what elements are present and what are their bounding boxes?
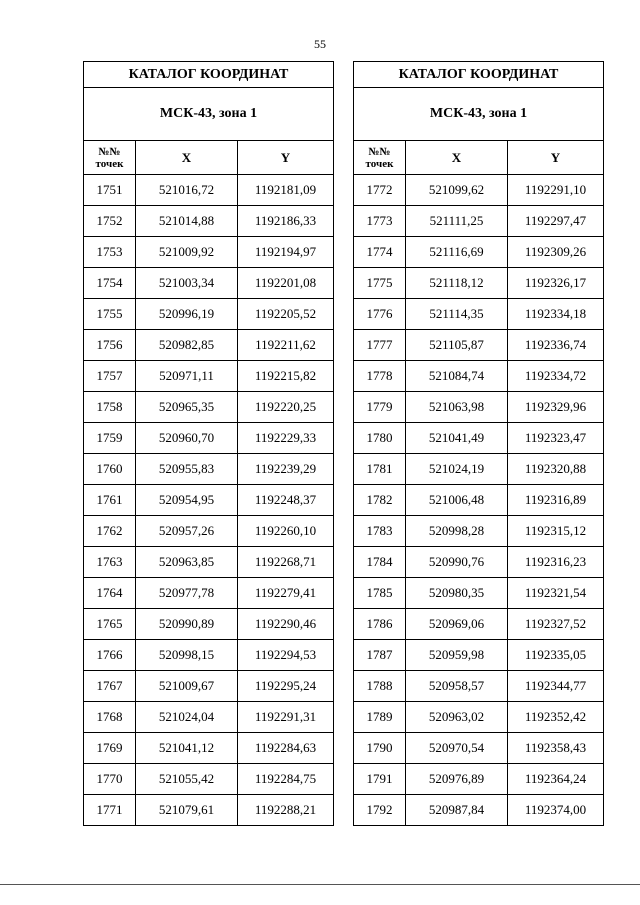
table-row xyxy=(84,702,334,733)
y-coordinate-cell: 1192374,00 xyxy=(508,795,604,826)
x-coordinate-cell: 520963,85 xyxy=(136,547,238,578)
x-coordinate-cell: 520998,28 xyxy=(406,516,508,547)
column-header-y: Y xyxy=(508,141,604,175)
x-coordinate-cell: 520976,89 xyxy=(406,764,508,795)
table-row xyxy=(354,454,604,485)
x-coordinate-cell: 521055,42 xyxy=(136,764,238,795)
y-coordinate-cell: 1192288,21 xyxy=(238,795,334,826)
x-coordinate-cell: 520990,89 xyxy=(136,609,238,640)
table-row xyxy=(354,640,604,671)
table-row xyxy=(84,578,334,609)
x-coordinate-cell: 521016,72 xyxy=(136,175,238,206)
page-number: 55 xyxy=(314,37,326,51)
y-coordinate-cell: 1192329,96 xyxy=(508,392,604,423)
table-row xyxy=(354,206,604,237)
table-row xyxy=(354,516,604,547)
y-coordinate-cell: 1192321,54 xyxy=(508,578,604,609)
table-row xyxy=(84,392,334,423)
x-coordinate-cell: 520954,95 xyxy=(136,485,238,516)
catalog-title: КАТАЛОГ КООРДИНАТ xyxy=(84,62,334,88)
table-row xyxy=(354,237,604,268)
x-coordinate-cell: 521024,04 xyxy=(136,702,238,733)
point-number-cell: 1751 xyxy=(84,175,136,206)
point-number-cell: 1784 xyxy=(354,547,406,578)
table-row xyxy=(84,299,334,330)
point-number-cell: 1761 xyxy=(84,485,136,516)
y-coordinate-cell: 1192295,24 xyxy=(238,671,334,702)
table-row xyxy=(354,175,604,206)
bottom-divider xyxy=(0,884,640,885)
x-coordinate-cell: 521003,34 xyxy=(136,268,238,299)
x-coordinate-cell: 521041,49 xyxy=(406,423,508,454)
point-number-cell: 1762 xyxy=(84,516,136,547)
table-row xyxy=(84,175,334,206)
x-coordinate-cell: 520958,57 xyxy=(406,671,508,702)
x-coordinate-cell: 521014,88 xyxy=(136,206,238,237)
table-row xyxy=(354,795,604,826)
x-coordinate-cell: 520963,02 xyxy=(406,702,508,733)
table-row xyxy=(84,361,334,392)
y-coordinate-cell: 1192211,62 xyxy=(238,330,334,361)
table-row xyxy=(354,330,604,361)
y-coordinate-cell: 1192326,17 xyxy=(508,268,604,299)
y-coordinate-cell: 1192186,33 xyxy=(238,206,334,237)
point-number-cell: 1788 xyxy=(354,671,406,702)
point-number-cell: 1777 xyxy=(354,330,406,361)
y-coordinate-cell: 1192335,05 xyxy=(508,640,604,671)
column-header-x: X xyxy=(406,141,508,175)
y-coordinate-cell: 1192279,41 xyxy=(238,578,334,609)
point-number-cell: 1758 xyxy=(84,392,136,423)
table-row xyxy=(354,702,604,733)
table-row xyxy=(84,640,334,671)
x-coordinate-cell: 521116,69 xyxy=(406,237,508,268)
table-row xyxy=(84,206,334,237)
point-number-cell: 1772 xyxy=(354,175,406,206)
x-coordinate-cell: 520971,11 xyxy=(136,361,238,392)
y-coordinate-cell: 1192294,53 xyxy=(238,640,334,671)
y-coordinate-cell: 1192352,42 xyxy=(508,702,604,733)
point-number-cell: 1757 xyxy=(84,361,136,392)
point-number-cell: 1755 xyxy=(84,299,136,330)
x-coordinate-cell: 520957,26 xyxy=(136,516,238,547)
table-row xyxy=(84,268,334,299)
point-number-cell: 1776 xyxy=(354,299,406,330)
catalog-rows xyxy=(354,175,604,826)
x-coordinate-cell: 520990,76 xyxy=(406,547,508,578)
x-coordinate-cell: 520996,19 xyxy=(136,299,238,330)
point-number-cell: 1774 xyxy=(354,237,406,268)
x-coordinate-cell: 520970,54 xyxy=(406,733,508,764)
x-coordinate-cell: 521041,12 xyxy=(136,733,238,764)
x-coordinate-cell: 521079,61 xyxy=(136,795,238,826)
point-number-cell: 1764 xyxy=(84,578,136,609)
point-number-cell: 1775 xyxy=(354,268,406,299)
y-coordinate-cell: 1192309,26 xyxy=(508,237,604,268)
x-coordinate-cell: 521111,25 xyxy=(406,206,508,237)
x-coordinate-cell: 521063,98 xyxy=(406,392,508,423)
point-number-cell: 1769 xyxy=(84,733,136,764)
y-coordinate-cell: 1192284,63 xyxy=(238,733,334,764)
y-coordinate-cell: 1192323,47 xyxy=(508,423,604,454)
table-row xyxy=(84,516,334,547)
point-number-cell: 1789 xyxy=(354,702,406,733)
y-coordinate-cell: 1192181,09 xyxy=(238,175,334,206)
y-coordinate-cell: 1192364,24 xyxy=(508,764,604,795)
column-header-y: Y xyxy=(238,141,334,175)
point-number-cell: 1791 xyxy=(354,764,406,795)
x-coordinate-cell: 521105,87 xyxy=(406,330,508,361)
x-coordinate-cell: 520987,84 xyxy=(406,795,508,826)
point-number-cell: 1782 xyxy=(354,485,406,516)
point-number-cell: 1779 xyxy=(354,392,406,423)
table-row xyxy=(84,237,334,268)
y-coordinate-cell: 1192334,18 xyxy=(508,299,604,330)
x-coordinate-cell: 520998,15 xyxy=(136,640,238,671)
table-row xyxy=(84,423,334,454)
table-row xyxy=(354,578,604,609)
x-coordinate-cell: 520977,78 xyxy=(136,578,238,609)
catalog-rows xyxy=(84,175,334,826)
y-coordinate-cell: 1192291,31 xyxy=(238,702,334,733)
table-row xyxy=(84,547,334,578)
x-coordinate-cell: 521009,92 xyxy=(136,237,238,268)
y-coordinate-cell: 1192358,43 xyxy=(508,733,604,764)
point-number-cell: 1760 xyxy=(84,454,136,485)
table-row xyxy=(84,485,334,516)
x-coordinate-cell: 520982,85 xyxy=(136,330,238,361)
x-coordinate-cell: 520980,35 xyxy=(406,578,508,609)
y-coordinate-cell: 1192290,46 xyxy=(238,609,334,640)
point-number-cell: 1759 xyxy=(84,423,136,454)
x-coordinate-cell: 521114,35 xyxy=(406,299,508,330)
catalog-subtitle: МСК-43, зона 1 xyxy=(354,88,604,141)
x-coordinate-cell: 520969,06 xyxy=(406,609,508,640)
point-number-cell: 1753 xyxy=(84,237,136,268)
point-number-cell: 1790 xyxy=(354,733,406,764)
table-row xyxy=(354,423,604,454)
column-header-x: X xyxy=(136,141,238,175)
table-row xyxy=(84,733,334,764)
catalog-title: КАТАЛОГ КООРДИНАТ xyxy=(354,62,604,88)
x-coordinate-cell: 520960,70 xyxy=(136,423,238,454)
column-header-point-number: №№ точек xyxy=(84,141,136,175)
y-coordinate-cell: 1192215,82 xyxy=(238,361,334,392)
x-coordinate-cell: 521006,48 xyxy=(406,485,508,516)
y-coordinate-cell: 1192194,97 xyxy=(238,237,334,268)
point-number-cell: 1771 xyxy=(84,795,136,826)
table-row xyxy=(84,330,334,361)
point-number-cell: 1792 xyxy=(354,795,406,826)
point-number-cell: 1756 xyxy=(84,330,136,361)
y-coordinate-cell: 1192316,89 xyxy=(508,485,604,516)
table-row xyxy=(84,454,334,485)
point-number-cell: 1785 xyxy=(354,578,406,609)
table-row xyxy=(84,609,334,640)
y-coordinate-cell: 1192201,08 xyxy=(238,268,334,299)
y-coordinate-cell: 1192205,52 xyxy=(238,299,334,330)
y-coordinate-cell: 1192334,72 xyxy=(508,361,604,392)
table-row xyxy=(354,299,604,330)
y-coordinate-cell: 1192239,29 xyxy=(238,454,334,485)
point-number-cell: 1770 xyxy=(84,764,136,795)
point-number-cell: 1767 xyxy=(84,671,136,702)
point-number-cell: 1773 xyxy=(354,206,406,237)
table-row xyxy=(354,361,604,392)
point-number-cell: 1765 xyxy=(84,609,136,640)
point-number-cell: 1787 xyxy=(354,640,406,671)
table-row xyxy=(84,671,334,702)
y-coordinate-cell: 1192260,10 xyxy=(238,516,334,547)
y-coordinate-cell: 1192336,74 xyxy=(508,330,604,361)
point-number-cell: 1786 xyxy=(354,609,406,640)
point-number-cell: 1783 xyxy=(354,516,406,547)
y-coordinate-cell: 1192248,37 xyxy=(238,485,334,516)
column-header-point-number: №№ точек xyxy=(354,141,406,175)
x-coordinate-cell: 520965,35 xyxy=(136,392,238,423)
x-coordinate-cell: 521084,74 xyxy=(406,361,508,392)
y-coordinate-cell: 1192327,52 xyxy=(508,609,604,640)
x-coordinate-cell: 521024,19 xyxy=(406,454,508,485)
x-coordinate-cell: 520959,98 xyxy=(406,640,508,671)
table-row xyxy=(84,764,334,795)
table-row xyxy=(354,268,604,299)
y-coordinate-cell: 1192229,33 xyxy=(238,423,334,454)
table-row xyxy=(84,795,334,826)
x-coordinate-cell: 521009,67 xyxy=(136,671,238,702)
table-row xyxy=(354,733,604,764)
x-coordinate-cell: 520955,83 xyxy=(136,454,238,485)
coordinate-catalog-table-left xyxy=(83,61,334,826)
x-coordinate-cell: 521099,62 xyxy=(406,175,508,206)
point-number-cell: 1763 xyxy=(84,547,136,578)
y-coordinate-cell: 1192315,12 xyxy=(508,516,604,547)
table-row xyxy=(354,671,604,702)
point-number-cell: 1778 xyxy=(354,361,406,392)
catalog-subtitle: МСК-43, зона 1 xyxy=(84,88,334,141)
y-coordinate-cell: 1192291,10 xyxy=(508,175,604,206)
point-number-cell: 1768 xyxy=(84,702,136,733)
y-coordinate-cell: 1192297,47 xyxy=(508,206,604,237)
y-coordinate-cell: 1192320,88 xyxy=(508,454,604,485)
y-coordinate-cell: 1192344,77 xyxy=(508,671,604,702)
y-coordinate-cell: 1192316,23 xyxy=(508,547,604,578)
x-coordinate-cell: 521118,12 xyxy=(406,268,508,299)
table-row xyxy=(354,485,604,516)
table-row xyxy=(354,547,604,578)
y-coordinate-cell: 1192284,75 xyxy=(238,764,334,795)
point-number-cell: 1752 xyxy=(84,206,136,237)
point-number-cell: 1781 xyxy=(354,454,406,485)
point-number-cell: 1766 xyxy=(84,640,136,671)
y-coordinate-cell: 1192268,71 xyxy=(238,547,334,578)
coordinate-catalog-table-right xyxy=(353,61,604,826)
y-coordinate-cell: 1192220,25 xyxy=(238,392,334,423)
point-number-cell: 1780 xyxy=(354,423,406,454)
table-row xyxy=(354,764,604,795)
point-number-cell: 1754 xyxy=(84,268,136,299)
table-row xyxy=(354,609,604,640)
table-row xyxy=(354,392,604,423)
